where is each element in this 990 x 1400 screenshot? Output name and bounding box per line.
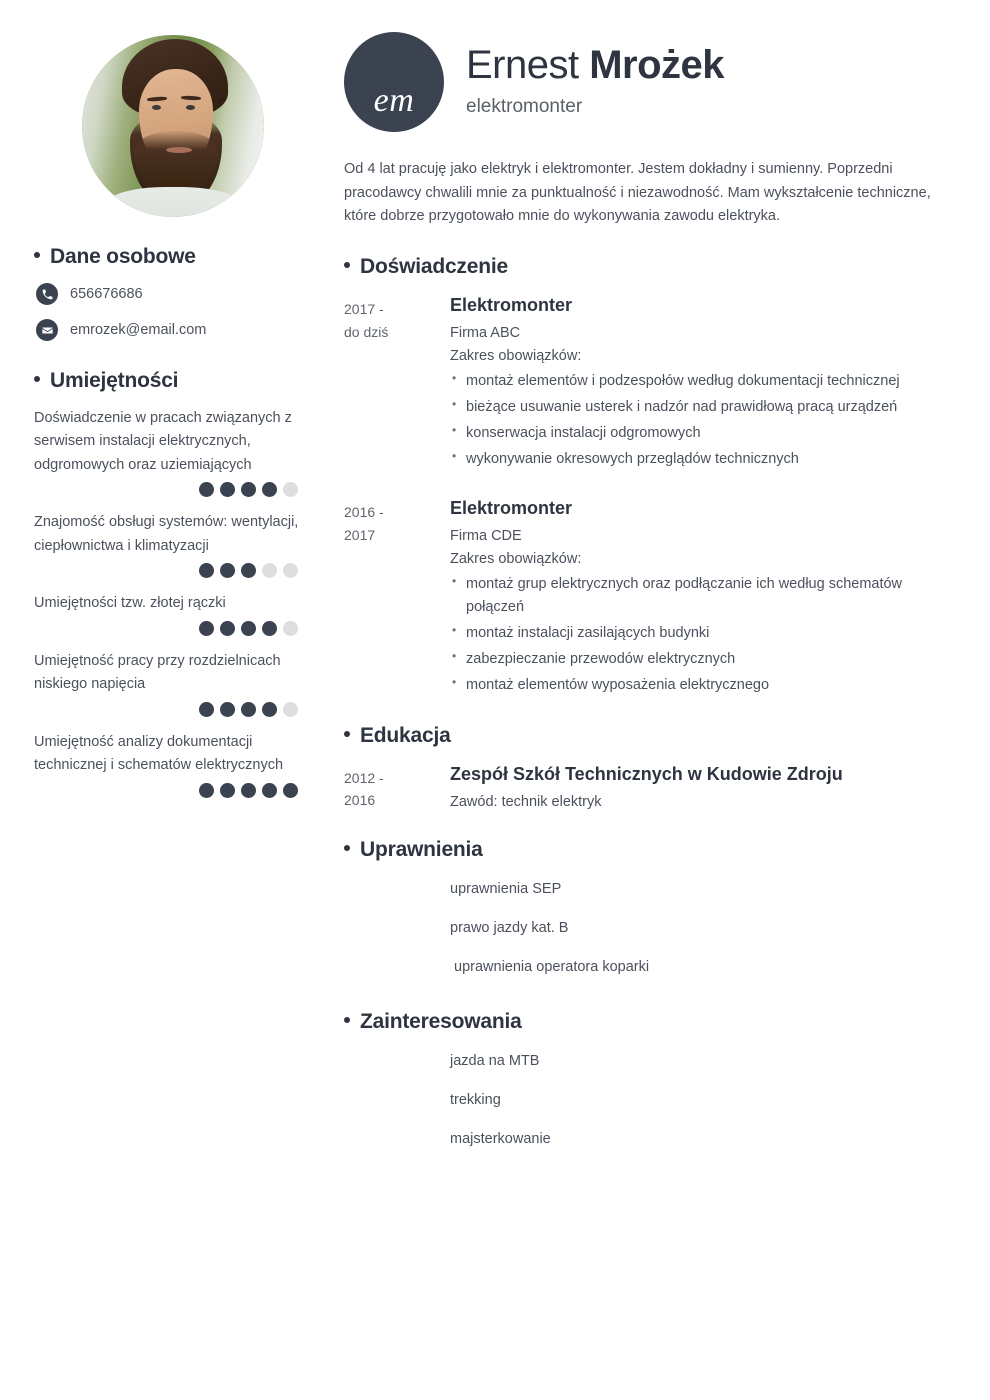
rating-dot-filled — [199, 621, 214, 636]
list-item: trekking — [450, 1091, 501, 1108]
skill-rating — [34, 482, 302, 497]
rating-dot-filled — [241, 702, 256, 717]
job-title: elektromonter — [466, 96, 583, 118]
entry-body — [450, 498, 960, 700]
permissions-list — [344, 878, 960, 980]
section-heading-permissions — [344, 838, 960, 862]
skill-label: Umiejętności tzw. złotej rączki — [34, 595, 226, 612]
rating-dot-filled — [283, 783, 298, 798]
entry-title: Zespół Szkół Technicznych w Kudowie Zdroju — [450, 763, 843, 784]
section-heading-label: Uprawnienia — [360, 837, 483, 861]
portrait-beard — [134, 131, 218, 193]
header-name-row — [344, 32, 960, 132]
entry-detail: Zawód: technik elektryk — [450, 793, 602, 810]
envelope-icon — [36, 319, 58, 341]
rating-dot-empty — [283, 563, 298, 578]
entry-company: Firma ABC — [450, 324, 521, 341]
skills-list — [34, 407, 302, 798]
entry-duties-label: Zakres obowiązków: — [450, 551, 582, 568]
profile-summary: Od 4 lat pracuję jako elektryk i elektromonter. Jestem dokładny i sumienny. Poprzedni pracodawcy chwalili mnie za punktualność i niezawodność. Mam wykształcenie techniczne, które dobrze przygotowało mnie do wykonywania zawodu elektryka. — [344, 161, 931, 225]
list-item — [34, 511, 302, 578]
list-item: prawo jazdy kat. B — [450, 920, 569, 937]
list-item — [34, 650, 302, 717]
monogram-initials: em — [373, 82, 415, 119]
profile-photo — [82, 35, 264, 217]
portrait-eye-right — [186, 105, 195, 110]
phone-number: 656676686 — [70, 286, 143, 302]
list-item: jazda na MTB — [450, 1052, 540, 1069]
section-heading-label: Umiejętności — [50, 369, 179, 392]
list-item: • montaż elementów i podzespołów według dokumentacji technicznej — [450, 370, 960, 393]
section-heading-education — [344, 724, 960, 748]
rating-dot-empty — [262, 563, 277, 578]
list-item: majsterkowanie — [450, 1130, 551, 1147]
rating-dot-filled — [199, 563, 214, 578]
entry-dates: 2012 - 2016 — [344, 769, 384, 809]
list-item: uprawnienia SEP — [450, 880, 562, 897]
portrait-image — [82, 35, 264, 217]
section-heading-label: Dane osobowe — [50, 245, 196, 268]
list-item — [34, 407, 302, 497]
entry-duties-label: Zakres obowiązków: — [450, 348, 582, 365]
portrait-shirt — [106, 187, 240, 217]
rating-dot-filled — [262, 621, 277, 636]
portrait-eye-left — [152, 105, 161, 110]
skill-label: Umiejętność analizy dokumentacji technicznej i schematów elektrycznych — [34, 733, 284, 774]
rating-dot-filled — [199, 783, 214, 798]
name-block — [466, 32, 724, 118]
contact-row-email[interactable] — [34, 319, 302, 341]
skill-rating — [34, 702, 302, 717]
email-address: emrozek@email.com — [70, 322, 207, 338]
rating-dot-filled — [199, 482, 214, 497]
entry-dates: 2017 - do dziś — [344, 300, 389, 340]
entry-duties-list — [450, 370, 960, 471]
portrait-lips — [166, 147, 192, 153]
rating-dot-filled — [241, 783, 256, 798]
rating-dot-empty — [283, 482, 298, 497]
section-heading-label: Edukacja — [360, 723, 451, 747]
entry-title: Elektromonter — [450, 294, 573, 315]
bullet-marker-icon — [34, 252, 40, 258]
bullet-marker-icon — [344, 262, 350, 268]
section-heading-skills — [34, 369, 302, 393]
education-entry — [344, 764, 960, 814]
monogram-avatar — [344, 32, 444, 132]
rating-dot-filled — [220, 621, 235, 636]
section-heading-personal-data — [34, 245, 302, 269]
rating-dot-filled — [262, 783, 277, 798]
section-heading-interests — [344, 1010, 960, 1034]
rating-dot-filled — [220, 783, 235, 798]
contact-row-phone[interactable] — [34, 283, 302, 305]
rating-dot-filled — [241, 563, 256, 578]
list-item: uprawnienia operatora koparki — [450, 959, 650, 976]
rating-dot-filled — [262, 482, 277, 497]
main-content — [344, 0, 990, 1167]
entry-body — [450, 295, 960, 474]
skill-label: Umiejętność pracy przy rozdzielnicach niskiego napięcia — [34, 652, 281, 693]
entry-title: Elektromonter — [450, 497, 573, 518]
section-heading-label: Doświadczenie — [360, 254, 508, 278]
list-item: • bieżące usuwanie usterek i nadzór nad prawidłową pracą urządzeń — [450, 396, 960, 419]
skill-rating — [34, 783, 302, 798]
list-item: • montaż instalacji zasilających budynki — [450, 622, 960, 645]
experience-entry — [344, 498, 960, 700]
rating-dot-filled — [199, 702, 214, 717]
entry-duties-list — [450, 573, 960, 697]
rating-dot-filled — [220, 482, 235, 497]
skill-rating — [34, 621, 302, 636]
rating-dot-empty — [283, 621, 298, 636]
phone-icon — [36, 283, 58, 305]
rating-dot-filled — [241, 482, 256, 497]
last-name: Mrożek — [589, 43, 725, 87]
list-item: • zabezpieczanie przewodów elektrycznych — [450, 648, 960, 671]
entry-company: Firma CDE — [450, 527, 522, 544]
entry-dates: 2016 - 2017 — [344, 503, 384, 543]
rating-dot-filled — [220, 702, 235, 717]
bullet-marker-icon — [344, 845, 350, 851]
rating-dot-filled — [241, 621, 256, 636]
skill-label: Doświadczenie w pracach związanych z serwisem instalacji elektrycznych, odgromowych oraz uziemiających — [34, 410, 292, 473]
entry-body — [450, 764, 960, 814]
list-item: • wykonywanie okresowych przeglądów technicznych — [450, 448, 960, 471]
rating-dot-empty — [283, 702, 298, 717]
bullet-marker-icon — [344, 1017, 350, 1023]
interests-list — [344, 1050, 960, 1152]
skill-rating — [34, 563, 302, 578]
skill-label: Znajomość obsługi systemów: wentylacji, ciepłownictwa i klimatyzacji — [34, 514, 299, 554]
page-title — [466, 44, 724, 87]
experience-entry — [344, 295, 960, 474]
first-name: Ernest — [466, 43, 590, 87]
rating-dot-filled — [262, 702, 277, 717]
section-heading-experience — [344, 255, 960, 279]
section-heading-label: Zainteresowania — [360, 1009, 522, 1033]
bullet-marker-icon — [344, 731, 350, 737]
sidebar — [0, 0, 330, 812]
list-item — [34, 592, 302, 635]
bullet-marker-icon — [34, 376, 40, 382]
rating-dot-filled — [220, 563, 235, 578]
list-item — [34, 731, 302, 798]
list-item: • konserwacja instalacji odgromowych — [450, 422, 960, 445]
list-item: • montaż elementów wyposażenia elektrycznego — [450, 674, 960, 697]
list-item: • montaż grup elektrycznych oraz podłączanie ich według schematów połączeń — [450, 573, 960, 619]
